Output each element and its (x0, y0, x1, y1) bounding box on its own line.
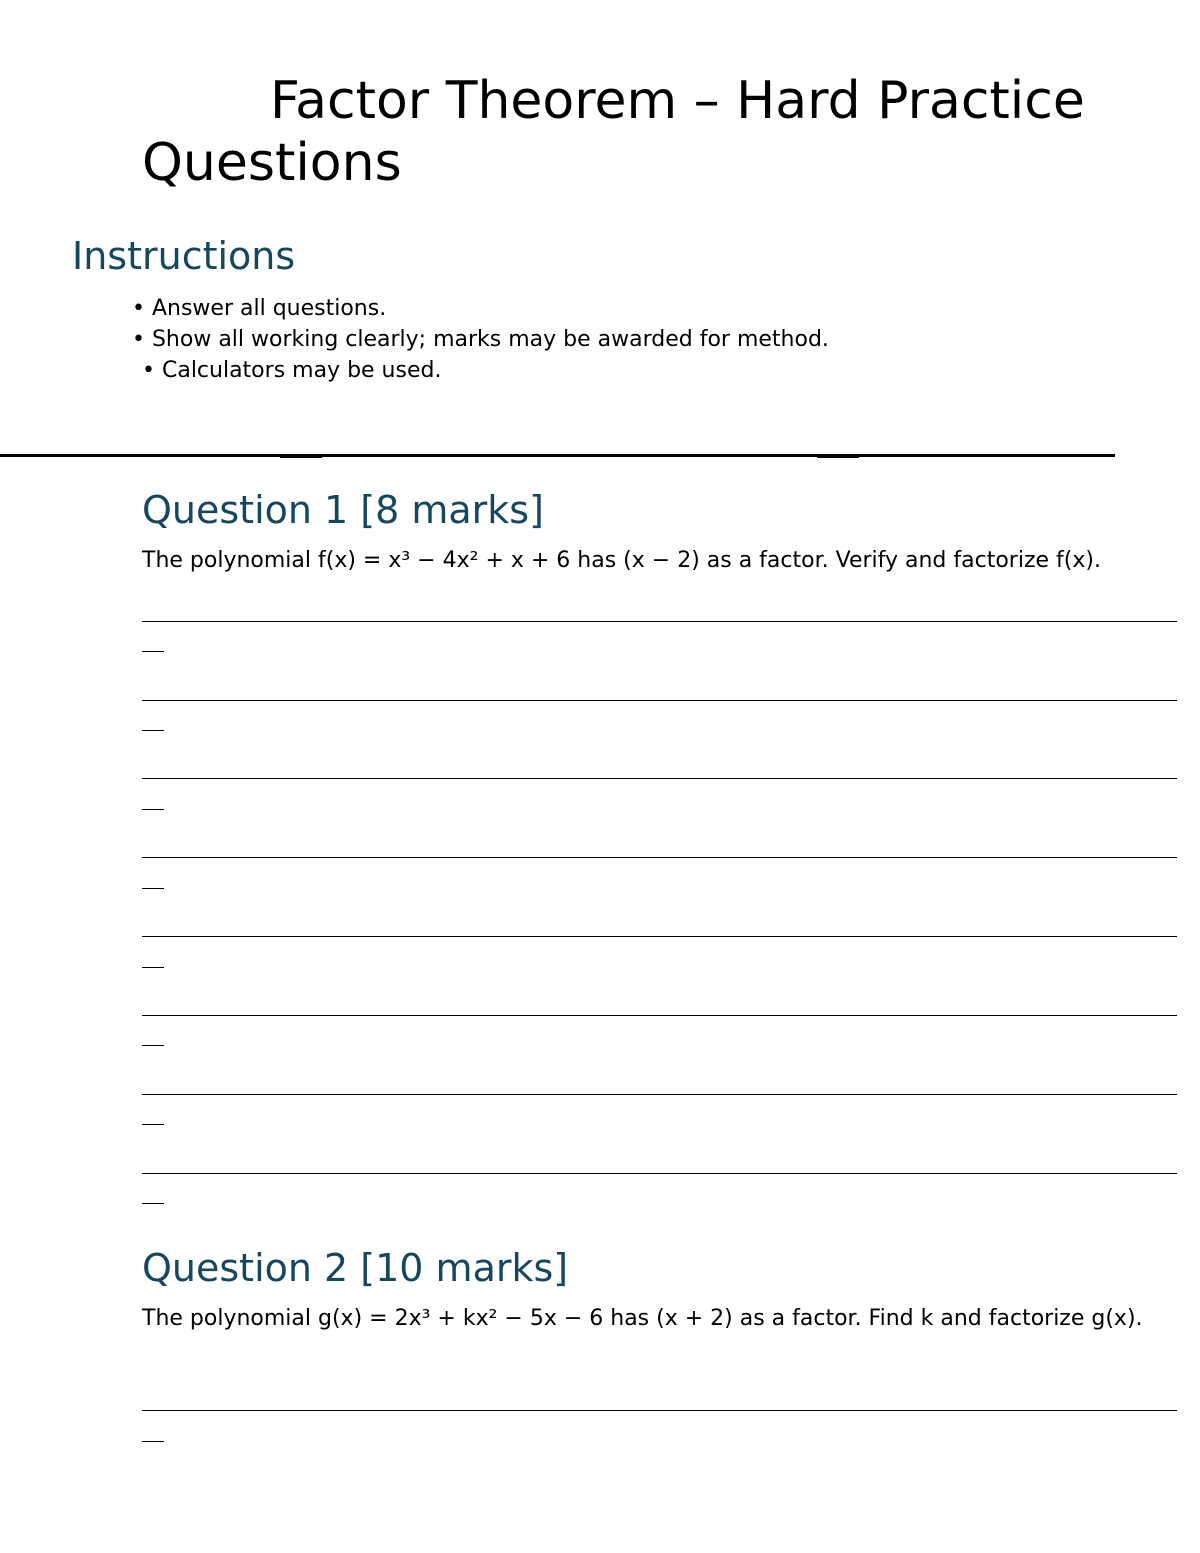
answer-line-end (142, 651, 164, 652)
answer-line (142, 778, 1177, 779)
instructions-heading: Instructions (72, 234, 296, 278)
answer-line (142, 621, 1177, 622)
answer-line (142, 1410, 1177, 1411)
instruction-item: • Answer all questions. (132, 296, 387, 321)
answer-line-end (142, 809, 164, 810)
answer-line-end (142, 1441, 164, 1442)
answer-line (142, 857, 1177, 858)
instruction-item: • Show all working clearly; marks may be awarded for method. (132, 327, 829, 352)
instructions-list (132, 293, 829, 386)
section-divider (0, 454, 1115, 457)
answer-line-end (142, 1124, 164, 1125)
document-title: Factor Theorem – Hard Practice Questions (142, 71, 1085, 193)
answer-line (142, 1015, 1177, 1016)
answer-line-end (142, 967, 164, 968)
question-2-heading: Question 2 [10 marks] (142, 1246, 569, 1290)
divider-segment (817, 455, 859, 458)
answer-line-end (142, 1045, 164, 1046)
divider-segment (280, 455, 322, 458)
answer-line-end (142, 1203, 164, 1204)
question-2-text: The polynomial g(x) = 2x³ + kx² − 5x − 6 has (x + 2) as a factor. Find k and factorize g(x). (142, 1306, 1143, 1331)
answer-line (142, 1094, 1177, 1095)
question-1-text: The polynomial f(x) = x³ − 4x² + x + 6 has (x − 2) as a factor. Verify and factorize f(x). (142, 548, 1101, 573)
answer-line (142, 936, 1177, 937)
question-1-heading: Question 1 [8 marks] (142, 488, 544, 532)
instruction-item: • Calculators may be used. (142, 358, 442, 383)
answer-line (142, 700, 1177, 701)
answer-line (142, 1173, 1177, 1174)
answer-line-end (142, 730, 164, 731)
answer-line-end (142, 888, 164, 889)
